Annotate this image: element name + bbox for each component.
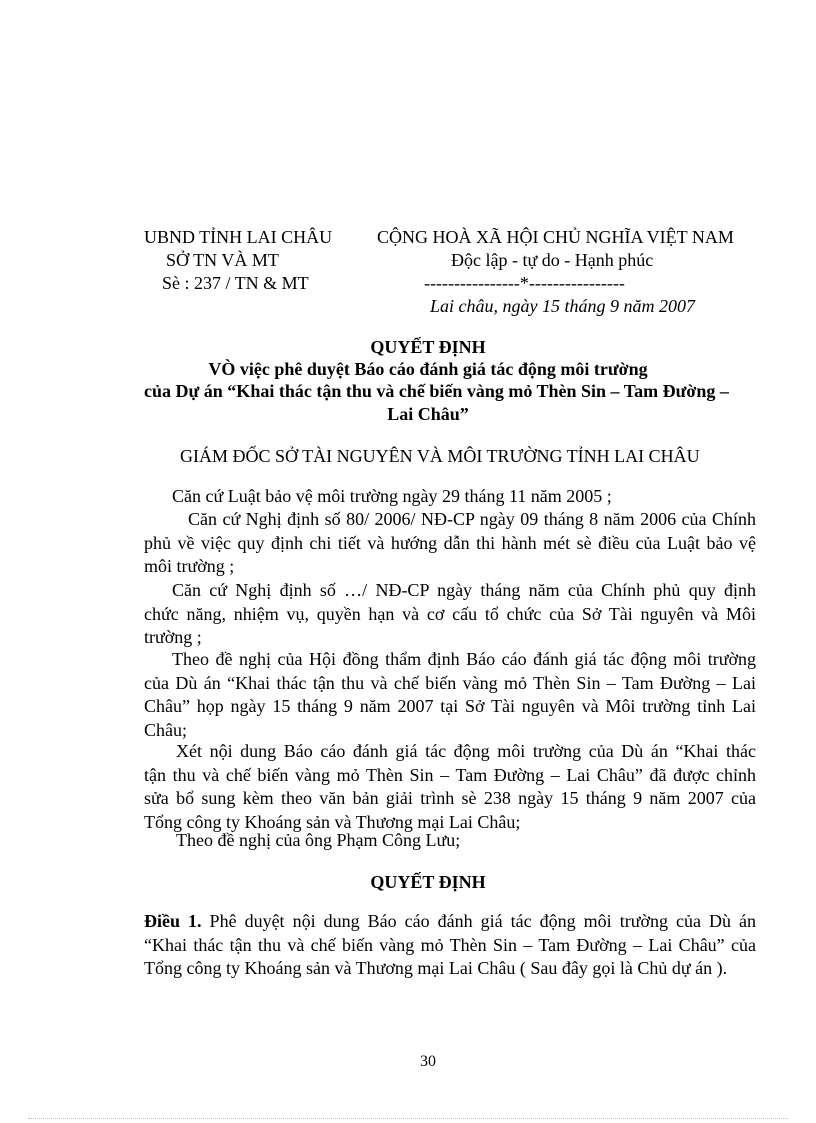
department-name: SỞ TN VÀ MT xyxy=(166,250,279,270)
text-line: Theo đề nghị của Hội đồng thẩm định Báo cáo đánh giá tác động môi trường xyxy=(172,649,756,669)
text-line: Xét nội dung Báo cáo đánh giá tác động môi trường của Dù án “Khai thác xyxy=(176,741,756,761)
page-number: 30 xyxy=(420,1053,436,1070)
text-line xyxy=(144,910,756,934)
text-line: sửa bổ sung kèm theo văn bản giải trình sè 238 ngày 15 tháng 9 năm 2007 của xyxy=(144,788,756,808)
issuing-authority: GIÁM ĐỐC SỞ TÀI NGUYÊN VÀ MÔI TRƯỜNG TỈNH LAI CHÂU xyxy=(180,446,700,466)
text-line: trường ; xyxy=(144,627,202,647)
article-1 xyxy=(144,910,756,981)
text-line: Căn cứ Luật bảo vệ môi trường ngày 29 tháng 11 năm 2005 ; xyxy=(172,486,612,506)
decision-title: QUYẾT ĐỊNH xyxy=(370,337,486,357)
text-line: Căn cứ Nghị định số 80/ 2006/ NĐ-CP ngày 09 tháng 8 năm 2006 của Chính xyxy=(188,509,756,529)
basis-paragraph-5 xyxy=(144,740,756,834)
basis-paragraph-6 xyxy=(144,829,756,853)
text-line: Theo đề nghị của ông Phạm Công Lưu; xyxy=(176,830,461,850)
article-text: Phê duyệt nội dung Báo cáo đánh giá tác động môi trường của Dù án xyxy=(201,911,757,931)
basis-paragraph-4 xyxy=(144,648,756,742)
basis-paragraph-2 xyxy=(144,508,756,579)
basis-paragraph-3 xyxy=(144,579,756,650)
decision-subject-line3: Lai Châu” xyxy=(387,404,469,424)
text-line: chức năng, nhiệm vụ, quyền hạn và cơ cấu tổ chức của Sở Tài nguyên và Môi xyxy=(144,603,756,624)
article-label: Điều 1. xyxy=(144,911,202,931)
text-line: Tổng công ty Khoáng sản và Thương mại Lai Châu ( Sau đây gọi là Chủ dự án ). xyxy=(144,958,728,978)
decision-subject-line1: VÒ việc phê duyệt Báo cáo đánh giá tác động môi trường xyxy=(208,359,648,379)
text-line: “Khai thác tận thu và chế biến vàng mỏ Thèn Sin – Tam Đường – Lai Châu” của xyxy=(144,934,756,955)
page-edge-divider xyxy=(28,1118,788,1119)
basis-paragraph-1 xyxy=(144,485,756,509)
national-motto: Độc lập - tự do - Hạnh phúc xyxy=(451,250,654,270)
motto-separator: ----------------*---------------- xyxy=(424,273,625,293)
decision-heading: QUYẾT ĐỊNH xyxy=(370,872,486,892)
national-title: CỘNG HOÀ XÃ HỘI CHỦ NGHĨA VIỆT NAM xyxy=(377,227,734,247)
document-number: Sè : 237 / TN & MT xyxy=(162,273,309,293)
text-line: phủ về việc quy định chi tiết và hướng dẫn thi hành mét sè điều của Luật bảo vệ xyxy=(144,532,756,553)
text-line: tận thu và chế biến vàng mỏ Thèn Sin – Tam Đường – Lai Châu” đã được chỉnh xyxy=(144,764,756,785)
text-line: Châu; xyxy=(144,719,187,740)
text-line: Căn cứ Nghị định số …/ NĐ-CP ngày tháng năm của Chính phủ quy định xyxy=(172,580,756,600)
date-line: Lai châu, ngày 15 tháng 9 năm 2007 xyxy=(430,296,695,316)
text-line: môi trường ; xyxy=(144,556,235,576)
text-line: của Dù án “Khai thác tận thu và chế biến vàng mỏ Thèn Sin – Tam Đường – Lai xyxy=(144,672,756,693)
text-line: Tổng công ty Khoáng sản và Thương mại Lai Châu; xyxy=(144,811,521,832)
decision-subject-line2: của Dự án “Khai thác tận thu và chế biến vàng mỏ Thèn Sin – Tam Đường – xyxy=(144,381,729,401)
text-line: Châu” họp ngày 15 tháng 9 năm 2007 tại Sở Tài nguyên và Môi trường tỉnh Lai xyxy=(144,696,756,716)
agency-name: UBND TỈNH LAI CHÂU xyxy=(144,227,333,247)
